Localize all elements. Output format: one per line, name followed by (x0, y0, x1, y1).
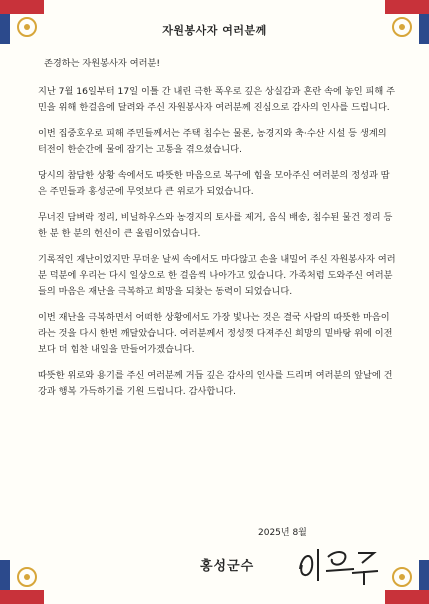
letter-body (38, 48, 398, 410)
paragraph-2: 이번 집중호우로 피해 주민들께서는 주택 침수는 물론, 농경지와 축·수산 시설 등 생계의 터전이 한순간에 물에 잠기는 고통을 겪으셨습니다. (38, 128, 387, 155)
handwritten-signature (292, 539, 382, 589)
letter-date: 2025년 8월 (258, 528, 307, 538)
paragraph-4: 무너진 담벼락 정리, 비닐하우스와 농경지의 토사를 제거, 음식 배송, 침수된 물건 정리 등 한 분 한 분의 헌신이 큰 울림이었습니다. (38, 212, 393, 239)
letter-title: 자원봉사자 여러분께 (162, 24, 267, 37)
bottom-left-ornament-icon (0, 560, 44, 604)
paragraph-3: 당시의 참담한 상황 속에서도 따뜻한 마음으로 복구에 힘을 모아주신 여러분의 정성과 땀은 주민들과 홍성군에 무엇보다 큰 위로가 되었습니다. (38, 170, 390, 197)
paragraph-1: 지난 7월 16일부터 17일 이틀 간 내린 극한 폭우로 깊은 상실감과 혼란 속에 놓인 피해 주민을 위해 한걸음에 달려와 주신 자원봉사자 여러분께 진심으로 감사의 인사를 드립니다. (38, 86, 396, 113)
paragraph-5: 기록적인 재난이었지만 무더운 날씨 속에서도 마다않고 손을 내밀어 주신 자원봉사자 여러분 덕분에 우리는 다시 일상으로 한 걸음씩 나아가고 있습니다. 가족처럼 도와주신 여러분들의 마음은 재난을 극복하고 희망을 되찾는 동력이 되었습니다. (38, 254, 396, 297)
signature-block (180, 525, 400, 595)
signer-title: 홍성군수 (200, 559, 255, 574)
paragraph-7: 따뜻한 위로와 용기를 주신 여러분께 거듭 깊은 감사의 인사를 드리며 여러분의 앞날에 건강과 행복 가득하기를 기원 드립니다. 감사합니다. (38, 370, 393, 397)
paragraph-6: 이번 재난을 극복하면서 어떠한 상황에서도 가장 빛나는 것은 결국 사람의 따뜻한 마음이라는 것을 다시 한번 깨달았습니다. 여러분께서 정성껏 다져주신 희망의 밑바탕 위에 이전보다 더 힘찬 내일을 만들어가겠습니다. (38, 312, 393, 355)
greeting: 존경하는 자원봉사자 여러분! (44, 58, 161, 69)
